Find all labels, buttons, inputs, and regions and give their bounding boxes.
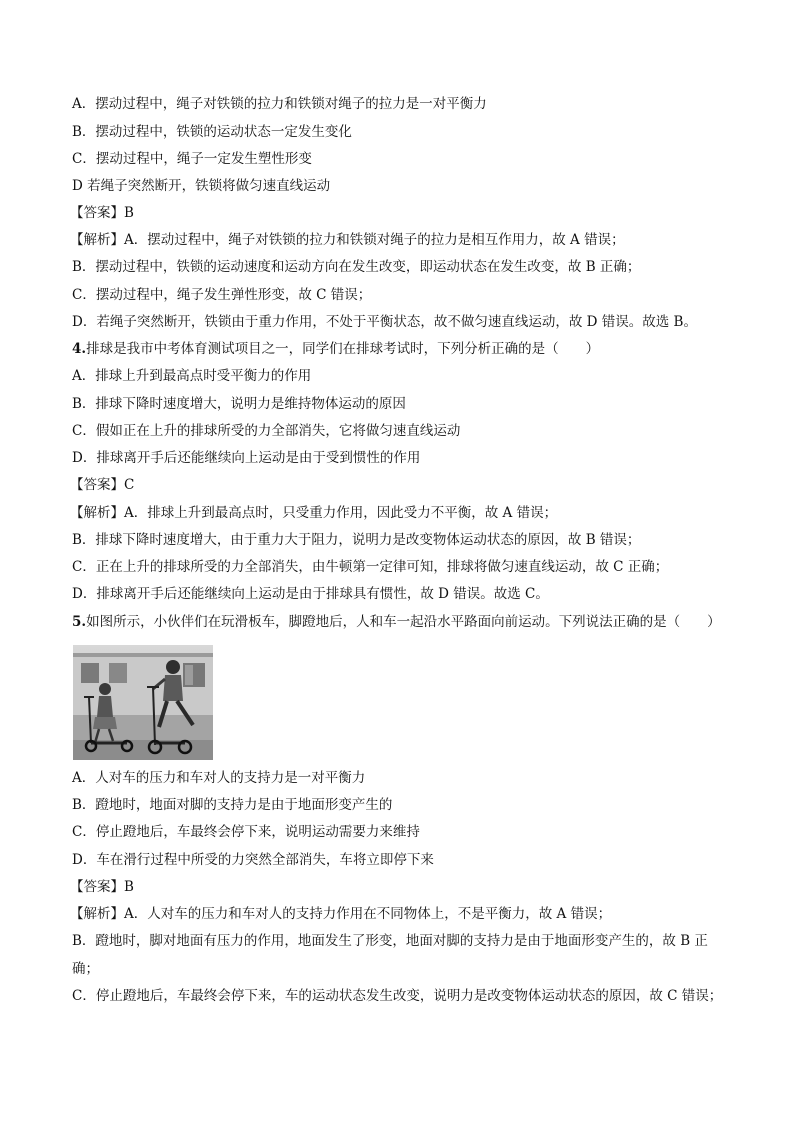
- q4-analysis-a: 【解析】A．排球上升到最高点时，只受重力作用，因此受力不平衡，故 A 错误；: [70, 505, 558, 521]
- q5-analysis-a: 【解析】A．人对车的压力和车对人的支持力作用在不同物体上，不是平衡力，故 A 错误；: [70, 906, 612, 922]
- q3-answer: 【答案】B: [70, 205, 134, 221]
- q4-option-a: A．排球上升到最高点时受平衡力的作用: [72, 368, 312, 384]
- q3-analysis-d: D．若绳子突然断开，铁锁由于重力作用，不处于平衡状态，故不做匀速直线运动，故 D 错误。故选 B。: [72, 314, 697, 330]
- q4-number: 4.: [72, 341, 87, 357]
- scooter-photo: [73, 645, 213, 760]
- q4-analysis-d: D．排球离开手后还能继续向上运动是由于排球具有惯性，故 D 错误。故选 C。: [72, 586, 549, 602]
- q5-answer: 【答案】B: [70, 879, 134, 895]
- q5-number: 5.: [72, 614, 87, 630]
- q5-stem-text: 如图所示，小伙伴们在玩滑板车，脚蹬地后，人和车一起沿水平路面向前运动。下列说法正确的是（ ）: [86, 614, 721, 630]
- q3-option-c: C．摆动过程中，绳子一定发生塑性形变: [72, 151, 312, 167]
- q5-analysis-b: B．蹬地时，脚对地面有压力的作用，地面发生了形变，地面对脚的支持力是由于地面形变产生的，故 B 正: [72, 933, 708, 949]
- q3-analysis-b: B．摆动过程中，铁锁的运动速度和运动方向在发生改变，即运动状态在发生改变，故 B 正确；: [72, 259, 641, 275]
- q3-analysis-c: C．摆动过程中，绳子发生弹性形变，故 C 错误；: [72, 287, 372, 303]
- q5-analysis-c: C．停止蹬地后，车最终会停下来，车的运动状态发生改变，说明力是改变物体运动状态的原因，故 C 错误；: [72, 988, 723, 1004]
- q4-option-b: B．排球下降时速度增大，说明力是维持物体运动的原因: [72, 396, 406, 412]
- q5-option-d: D．车在滑行过程中所受的力突然全部消失，车将立即停下来: [72, 852, 434, 868]
- q4-stem-text: 排球是我市中考体育测试项目之一，同学们在排球考试时，下列分析正确的是（ ）: [86, 341, 600, 357]
- q5-option-c: C．停止蹬地后，车最终会停下来，说明运动需要力来维持: [72, 824, 420, 840]
- q3-option-b: B．摆动过程中，铁锁的运动状态一定发生变化: [72, 124, 352, 140]
- q5-option-a: A．人对车的压力和车对人的支持力是一对平衡力: [72, 770, 366, 786]
- q4-answer: 【答案】C: [70, 477, 135, 493]
- q4-option-d: D．排球离开手后还能继续向上运动是由于受到惯性的作用: [72, 450, 421, 466]
- q4-option-c: C．假如正在上升的排球所受的力全部消失，它将做匀速直线运动: [72, 423, 461, 439]
- q5-option-b: B．蹬地时，地面对脚的支持力是由于地面形变产生的: [72, 797, 393, 813]
- q4-analysis-c: C．正在上升的排球所受的力全部消失，由牛顿第一定律可知，排球将做匀速直线运动，故 C 正确；: [72, 559, 669, 575]
- q5-stem: [72, 613, 721, 631]
- q3-analysis-a: 【解析】A．摆动过程中，绳子对铁锁的拉力和铁锁对绳子的拉力是相互作用力，故 A 错误；: [70, 232, 625, 248]
- q4-stem: [72, 340, 599, 358]
- q4-analysis-b: B．排球下降时速度增大，由于重力大于阻力，说明力是改变物体运动状态的原因，故 B 错误；: [72, 532, 641, 548]
- q5-analysis-b-cont: 确；: [72, 961, 99, 977]
- q3-option-a: A．摆动过程中，绳子对铁锁的拉力和铁锁对绳子的拉力是一对平衡力: [72, 96, 487, 112]
- q3-option-d: D 若绳子突然断开，铁锁将做匀速直线运动: [72, 178, 331, 194]
